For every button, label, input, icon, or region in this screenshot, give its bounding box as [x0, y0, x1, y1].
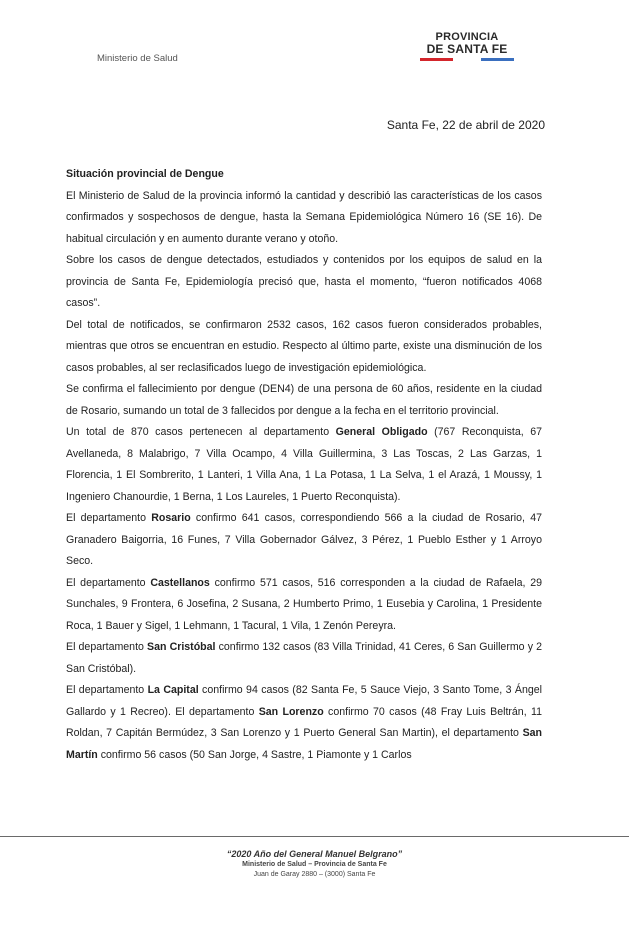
text-run: confirmo 94 casos (82 Santa Fe, 5 Sauce Viejo, 3 Santo Tome, 3 Ángel Gallardo y 1 Recreo). El departamento: [66, 684, 542, 718]
document-body: [66, 164, 542, 766]
province-logo-bars: [420, 58, 514, 62]
province-logo-line2: DE SANTA FE: [426, 42, 508, 56]
logo-red-bar: [420, 58, 453, 61]
bold-text: General Obligado: [335, 426, 428, 438]
text-run: El departamento: [66, 576, 151, 589]
footer: [0, 848, 629, 880]
footer-address: Juan de Garay 2880 – (3000) Santa Fe: [253, 871, 376, 878]
text-run: Del total de notificados, se confirmaron 2532 casos, 162 casos fueron considerados probables, mientras que otros se encuentran en estudio. Respecto al último parte, existe una disminución de los casos probables, al ser reclasificados luego de investigación epidemiológica.: [66, 318, 542, 374]
paragraph: [66, 315, 542, 380]
text-run: (767 Reconquista, 67 Avellaneda, 8 Malabrigo, 7 Villa Ocampo, 4 Villa Guillermina, 3 Las Toscas, 2 Las Garzas, 1 Florencia, 1 El Sombrerito, 1 Lanteri, 1 Villa Ana, 1 La Potasa, 1 La Selva, 1 el Arazá, 1 Moussy, 1 Ingeniero Chanourdie, 1 Berna, 1 Los Laureles, 1 Puerto Reconquista).: [66, 426, 543, 503]
footer-ministry: Ministerio de Salud – Provincia de Santa Fe: [242, 861, 387, 868]
text-run: El departamento: [66, 641, 148, 653]
text-run: El departamento: [66, 512, 152, 524]
bold-text: Rosario: [151, 512, 191, 524]
footer-motto: “2020 Año del General Manuel Belgrano”: [226, 849, 403, 859]
paragraph: [66, 422, 542, 508]
province-logo-line1: PROVINCIA: [435, 31, 499, 43]
paragraph: [66, 508, 542, 573]
document-date: Santa Fe, 22 de abril de 2020: [386, 118, 545, 132]
footer-divider: [0, 836, 629, 837]
paragraph: [66, 186, 542, 251]
bold-text: Castellanos: [150, 576, 210, 589]
text-run: confirmo 56 casos (50 San Jorge, 4 Sastre, 1 Piamonte y 1 Carlos: [97, 748, 412, 761]
paragraph: [66, 680, 542, 766]
bold-text: San Martín: [66, 727, 542, 761]
text-run: confirmo 132 casos (83 Villa Trinidad, 41 Ceres, 6 San Guillermo y 2 San Cristóbal).: [66, 641, 542, 675]
text-run: Sobre los casos de dengue detectados, estudiados y contenidos por los equipos de salud en la provincia de Santa Fe, Epidemiología precisó que, hasta el momento, “fueron notificados 4068 casos”.: [66, 254, 542, 309]
text-run: Un total de 870 casos pertenecen al departamento: [66, 426, 336, 438]
logo-blue-bar: [481, 58, 514, 61]
bold-text: San Cristóbal: [147, 641, 216, 653]
text-run: confirmo 641 casos, correspondiendo 566 a la ciudad de Rosario, 47 Granadero Baigorria, 16 Funes, 7 Villa Gobernador Gálvez, 3 Pérez, 1 Pueblo Esther y 1 Arroyo Seco.: [66, 512, 542, 567]
bold-text: San Lorenzo: [258, 705, 324, 718]
paragraph: [66, 573, 542, 638]
text-run: El Ministerio de Salud de la provincia informó la cantidad y describió las características de los casos confirmados y sospechosos de dengue, hasta la Semana Epidemiológica Número 16 (SE 16). De habitual circulación y en aumento durante verano y otoño.: [66, 189, 542, 245]
text-run: confirmo 571 casos, 516 corresponden a la ciudad de Rafaela, 29 Sunchales, 9 Frontera, 6 Josefina, 2 Susana, 2 Humberto Primo, 1 Eusebia y Carolina, 1 Presidente Roca, 1 Bauer y Sigel, 1 Lehmann, 1 Tacural, 1 Vila, 1 Zenón Pereyra.: [66, 576, 542, 632]
ministry-label: Ministerio de Salud: [97, 53, 178, 64]
province-logo: [420, 31, 514, 55]
text-run: confirmo 70 casos (48 Fray Luis Beltrán, 11 Roldan, 7 Capitán Bermúdez, 3 San Lorenzo y 1 Puerto General San Martin), el departamento: [66, 705, 542, 739]
text-run: Se confirma el fallecimiento por dengue (DEN4) de una persona de 60 años, residente en la ciudad de Rosario, sumando un total de 3 fallecidos por dengue a la fecha en el territorio provincial.: [66, 383, 542, 417]
paragraph: [66, 379, 542, 422]
document-title: Situación provincial de Dengue: [66, 168, 224, 180]
paragraph: [66, 250, 542, 315]
bold-text: La Capital: [147, 684, 199, 696]
paragraph-list: [66, 186, 542, 767]
paragraph: [66, 637, 542, 680]
text-run: El departamento: [66, 684, 148, 696]
